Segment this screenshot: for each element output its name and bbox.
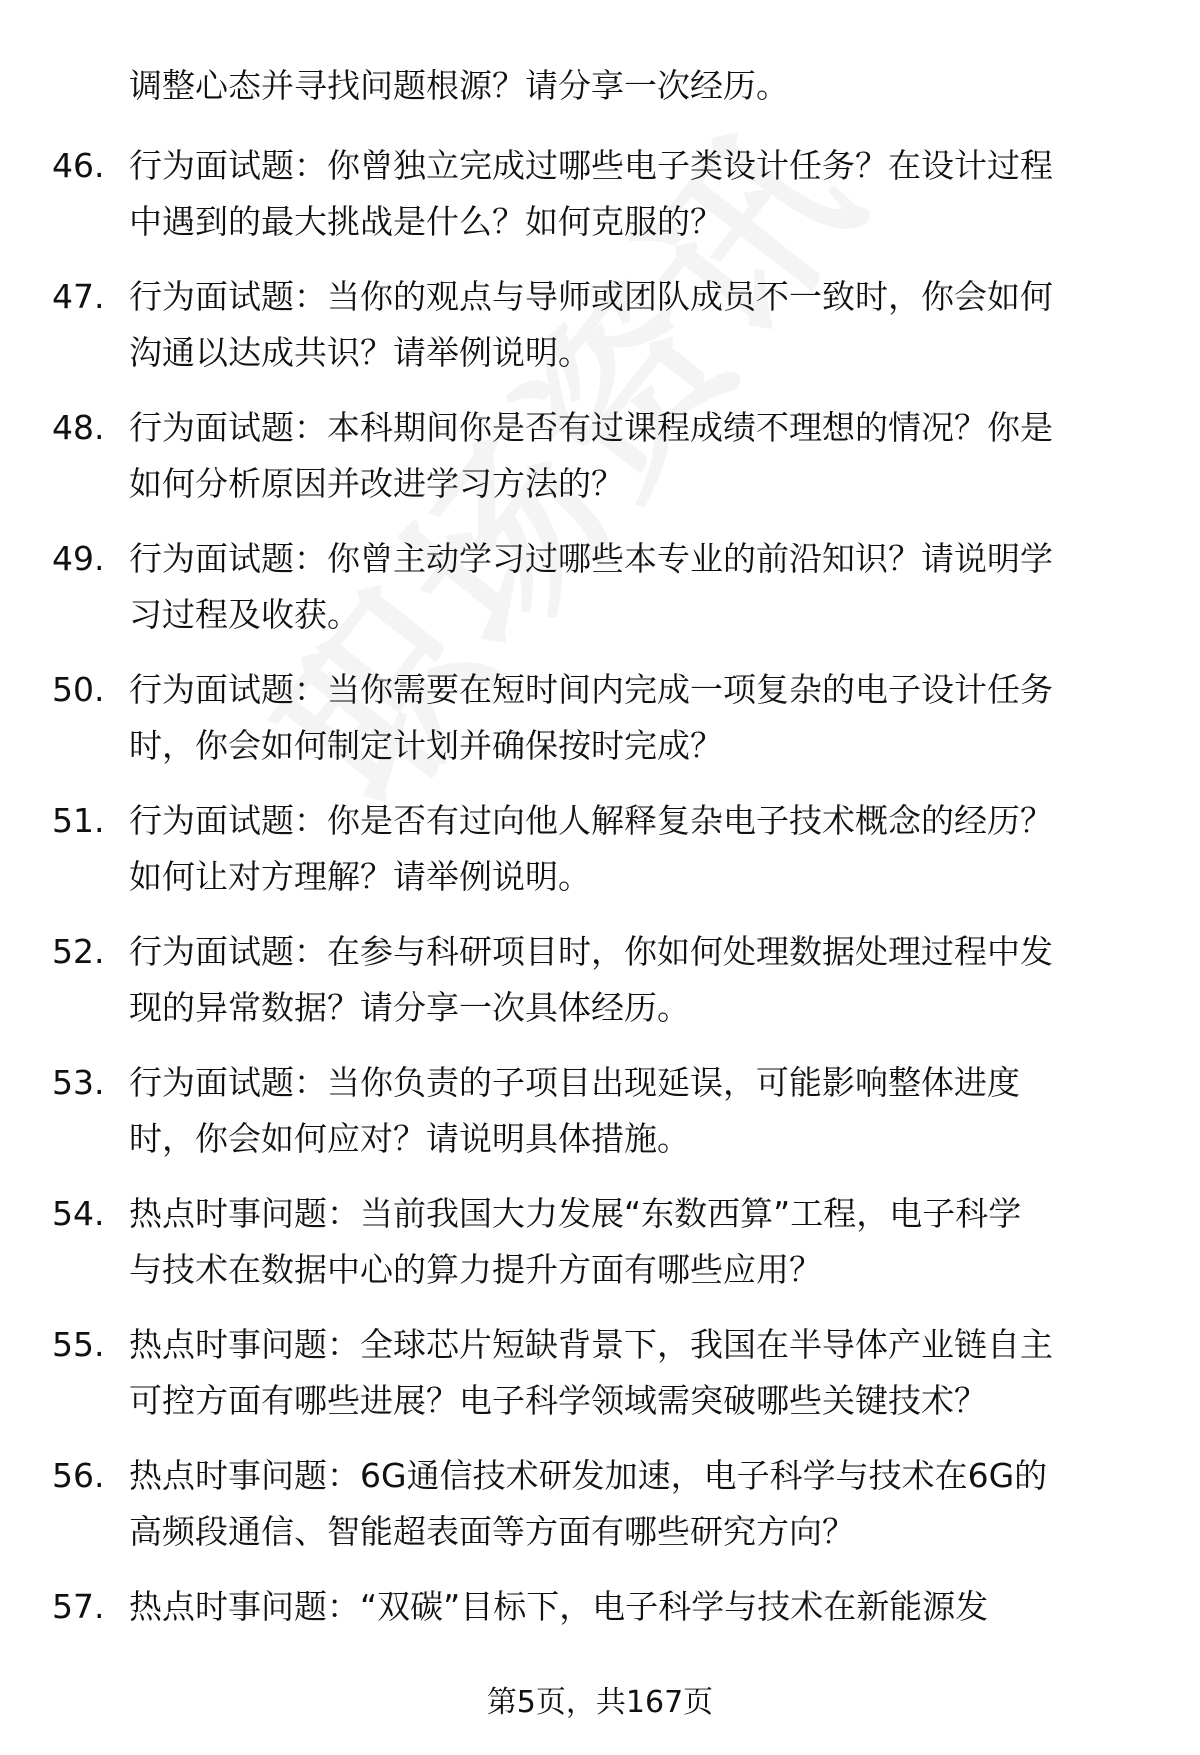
question-text <box>129 1186 1141 1298</box>
question-text <box>129 1317 1141 1429</box>
question-item <box>0 662 1200 793</box>
question-item <box>0 1186 1200 1317</box>
question-number: 47. <box>52 277 105 316</box>
question-text-line: 行为面试题：你是否有过向他人解释复杂电子技术概念的经历？ <box>129 801 1053 840</box>
question-number: 57. <box>52 1587 105 1626</box>
question-number: 49. <box>52 539 105 578</box>
question-text-line: 行为面试题：你曾主动学习过哪些本专业的前沿知识？请说明学 <box>129 539 1053 578</box>
question-text-line: 热点时事问题：当前我国大力发展“东数西算”工程，电子科学 <box>129 1194 1022 1233</box>
question-text-line: 可控方面有哪些进展？电子科学领域需突破哪些关键技术？ <box>129 1381 987 1420</box>
question-text <box>129 1448 1141 1560</box>
question-number: 54. <box>52 1194 105 1233</box>
question-number: 52. <box>52 932 105 971</box>
question-item <box>0 793 1200 924</box>
question-text-line: 行为面试题：你曾独立完成过哪些电子类设计任务？在设计过程 <box>129 146 1053 185</box>
question-text-line: 沟通以达成共识？请举例说明。 <box>129 333 591 372</box>
question-item <box>0 269 1200 400</box>
continued-text-line: 调整心态并寻找问题根源？请分享一次经历。 <box>129 66 789 105</box>
question-item <box>0 1317 1200 1448</box>
question-text-line: 热点时事问题：“双碳”目标下，电子科学与技术在新能源发 <box>129 1587 989 1626</box>
question-text <box>129 269 1141 381</box>
question-text <box>129 138 1141 250</box>
question-text <box>129 400 1141 512</box>
question-text-line: 行为面试题：在参与科研项目时，你如何处理数据处理过程中发 <box>129 932 1053 971</box>
question-item <box>0 531 1200 662</box>
question-text-line: 习过程及收获。 <box>129 595 360 634</box>
question-number: 50. <box>52 670 105 709</box>
question-text-line: 如何分析原因并改进学习方法的？ <box>129 464 624 503</box>
question-text-line: 与技术在数据中心的算力提升方面有哪些应用？ <box>129 1250 822 1289</box>
question-text-line: 行为面试题：本科期间你是否有过课程成绩不理想的情况？你是 <box>129 408 1053 447</box>
question-text-line: 现的异常数据？请分享一次具体经历。 <box>129 988 690 1027</box>
question-number: 55. <box>52 1325 105 1364</box>
question-item <box>0 1055 1200 1186</box>
question-item <box>0 1448 1200 1579</box>
question-list <box>0 138 1200 1710</box>
question-text-line: 行为面试题：当你需要在短时间内完成一项复杂的电子设计任务 <box>129 670 1053 709</box>
question-text <box>129 793 1141 905</box>
question-number: 48. <box>52 408 105 447</box>
question-item <box>0 924 1200 1055</box>
question-text-line: 如何让对方理解？请举例说明。 <box>129 857 591 896</box>
question-text <box>129 1055 1141 1167</box>
question-number: 53. <box>52 1063 105 1102</box>
question-item <box>0 400 1200 531</box>
question-number: 46. <box>52 146 105 185</box>
question-text <box>129 1579 1141 1635</box>
question-text <box>129 662 1141 774</box>
question-text <box>129 924 1141 1036</box>
question-text-line: 热点时事问题：全球芯片短缺背景下，我国在半导体产业链自主 <box>129 1325 1053 1364</box>
page-footer: 第5页，共167页 <box>486 1685 714 1720</box>
question-text-line: 中遇到的最大挑战是什么？如何克服的？ <box>129 202 723 241</box>
question-text-line: 时，你会如何制定计划并确保按时完成？ <box>129 726 723 765</box>
question-text-line: 行为面试题：当你的观点与导师或团队成员不一致时，你会如何 <box>129 277 1053 316</box>
question-number: 56. <box>52 1456 105 1495</box>
question-text-line: 高频段通信、智能超表面等方面有哪些研究方向？ <box>129 1512 855 1551</box>
question-text <box>129 531 1141 643</box>
question-item <box>0 138 1200 269</box>
question-text-line: 行为面试题：当你负责的子项目出现延误，可能影响整体进度 <box>129 1063 1020 1102</box>
question-text-line: 时，你会如何应对？请说明具体措施。 <box>129 1119 690 1158</box>
question-text-line: 热点时事问题：6G通信技术研发加速，电子科学与技术在6G的 <box>129 1456 1048 1495</box>
question-number: 51. <box>52 801 105 840</box>
